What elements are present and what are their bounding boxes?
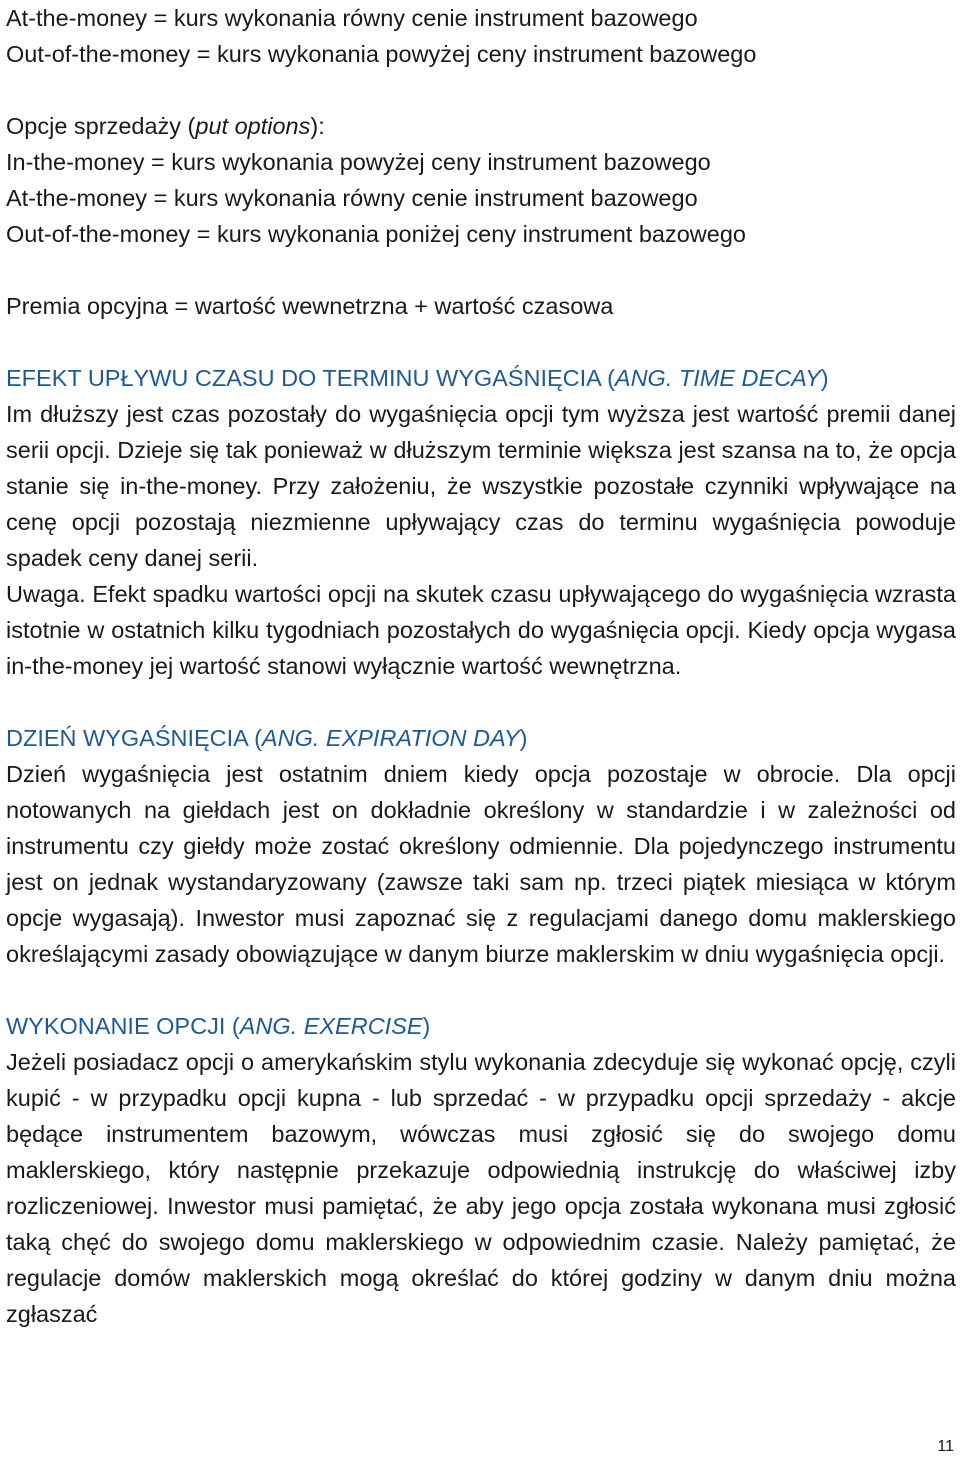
put-line-otm: Out-of-the-money = kurs wykonania poniżej ceny instrument bazowego xyxy=(6,221,746,247)
time-decay-body: Im dłuższy jest czas pozostały do wygaśnięcia opcji tym wyższa jest wartość premii danej serii opcji. Dzieje się tak ponieważ w dłuższym terminie większa jest szansa na to, że opcja stanie się in-the-money. Przy założeniu, że wszystkie pozostałe czynniki wpływające na cenę opcji pozostają niezmienne upływający czas do terminu wygaśnięcia powoduje spadek ceny danej serii. xyxy=(6,401,956,571)
heading-italic: ANG. EXERCISE xyxy=(239,1013,423,1039)
put-intro-prefix: Opcje sprzedaży ( xyxy=(6,113,196,139)
heading-prefix: DZIEŃ WYGAŚNIĘCIA ( xyxy=(6,725,262,751)
put-line-itm: In-the-money = kurs wykonania powyżej ceny instrument bazowego xyxy=(6,149,711,175)
spacer xyxy=(6,684,956,720)
heading-italic: ANG. EXPIRATION DAY xyxy=(261,725,520,751)
put-intro-suffix: ): xyxy=(310,113,325,139)
call-line-otm: Out-of-the-money = kurs wykonania powyżej ceny instrument bazowego xyxy=(6,41,757,67)
spacer xyxy=(6,324,956,360)
time-decay-note: Uwaga. Efekt spadku wartości opcji na skutek czasu upływającego do wygaśnięcia wzrasta istotnie w ostatnich kilku tygodniach pozostałych do wygaśnięcia opcji. Kiedy opcja wygasa in-the-money jej wartość stanowi wyłącznie wartość wewnętrzna. xyxy=(6,581,956,679)
heading-italic: ANG. TIME DECAY xyxy=(614,365,821,391)
spacer xyxy=(6,972,956,1008)
section-heading-exercise xyxy=(6,1008,956,1044)
call-line-atm: At-the-money = kurs wykonania równy cenie instrument bazowego xyxy=(6,5,698,31)
page-number: 11 xyxy=(937,1438,954,1455)
put-options-intro xyxy=(6,108,956,144)
put-intro-italic: put options xyxy=(195,113,311,139)
heading-prefix: WYKONANIE OPCJI ( xyxy=(6,1013,240,1039)
heading-suffix: ) xyxy=(519,725,528,751)
spacer xyxy=(6,252,956,288)
put-line-atm: At-the-money = kurs wykonania równy cenie instrument bazowego xyxy=(6,185,698,211)
spacer xyxy=(6,72,956,108)
expiration-day-body: Dzień wygaśnięcia jest ostatnim dniem kiedy opcja pozostaje w obrocie. Dla opcji notowanych na giełdach jest on dokładnie określony w standardzie i w zależności od instrumentu czy giełdy może zostać określony odmiennie. Dla pojedynczego instrumentu jest on jednak wystandaryzowany (zawsze taki sam np. trzeci piątek miesiąca w którym opcje wygasają). Inwestor musi zapoznać się z regulacjami danego domu maklerskiego określającymi zasady obowiązujące w danym biurze maklerskim w dniu wygaśnięcia opcji. xyxy=(6,761,956,967)
section-heading-time-decay xyxy=(6,360,956,396)
heading-suffix: ) xyxy=(820,365,829,391)
premium-formula: Premia opcyjna = wartość wewnetrzna + wartość czasowa xyxy=(6,293,614,319)
section-heading-expiration-day xyxy=(6,720,956,756)
heading-prefix: EFEKT UPŁYWU CZASU DO TERMINU WYGAŚNIĘCIA ( xyxy=(6,365,615,391)
exercise-body: Jeżeli posiadacz opcji o amerykańskim stylu wykonania zdecyduje się wykonać opcję, czyli kupić - w przypadku opcji kupna - lub sprzedać - w przypadku opcji sprzedaży - akcje będące instrumentem bazowym, wówczas musi zgłosić się do swojego domu maklerskiego, który następnie przekazuje odpowiednią instrukcję do właściwej izby rozliczeniowej. Inwestor musi pamiętać, że aby jego opcja została wykonana musi zgłosić taką chęć do swojego domu maklerskiego w odpowiednim czasie. Należy pamiętać, że regulacje domów maklerskich mogą określać do której godziny w danym dniu można zgłaszać xyxy=(6,1049,956,1327)
heading-suffix: ) xyxy=(422,1013,431,1039)
document-page xyxy=(6,0,956,1332)
